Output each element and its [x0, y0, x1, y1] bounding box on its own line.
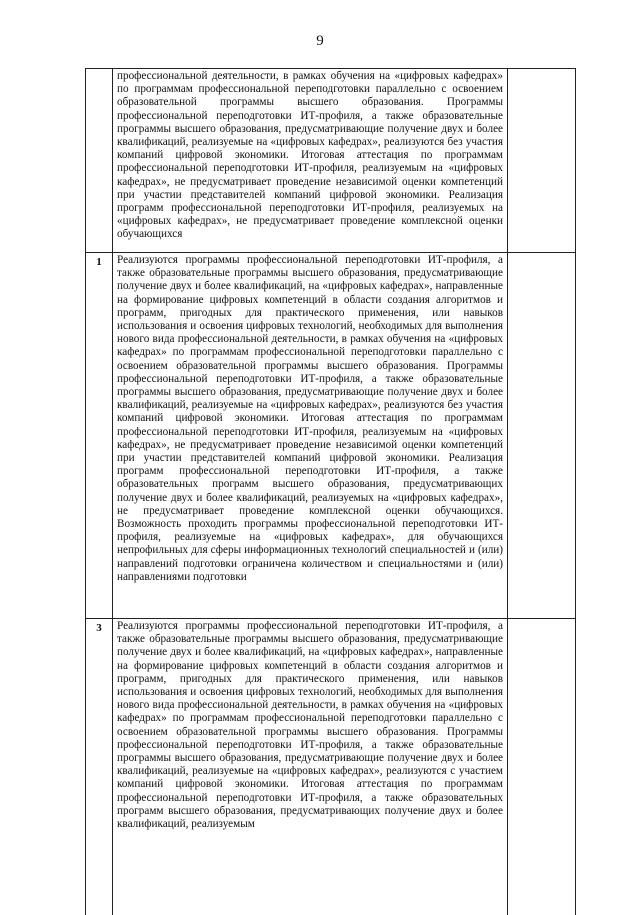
table-row [86, 69, 576, 253]
row-note [508, 69, 576, 253]
row-text: Реализуются программы профессиональной переподготовки ИТ-профиля, а также образовательные программы высшего образования, предусматривающие получение двух и более квалификаций, на «цифровых кафедрах», направленные на формирование цифровых компетенций в области создания алгоритмов и программ, пригодных для практического применения, или навыков использования и освоения цифровых технологий, необходимых для выполнения нового вида профессиональной деятельности, в рамках обучения на «цифровых кафедрах» по программам профессиональной переподготовки параллельно с освоением образовательной программы высшего образования. Программы профессиональной переподготовки ИТ-профиля, а также образовательные программы высшего образования, предусматривающие получение двух и более квалификаций, реализуемые на «цифровых кафедрах», реализуются с участием компаний цифровой экономики. Итоговая аттестация по программам профессиональной переподготовки ИТ-профиля, а также образовательных программ высшего образования, предусматривающих получение двух и более квалификаций, реализуемым [113, 619, 508, 915]
row-text: профессиональной деятельности, в рамках обучения на «цифровых кафедрах» по программам профессиональной переподготовки параллельно с освоением образовательной программы высшего образования. Программы профессиональной переподготовки ИТ-профиля, а также образовательные программы высшего образования, предусматривающие получение двух и более квалификаций, реализуемые на «цифровых кафедрах», реализуются без участия компаний цифровой экономики. Итоговая аттестация по программам профессиональной переподготовки ИТ-профиля, реализуемым на «цифровых кафедрах», не предусматривает проведение независимой оценки компетенций при участии представителей компаний цифровой экономики. Реализация программ профессиональной переподготовки ИТ-профиля, реализуемых на «цифровых кафедрах», не предусматривает проведение комплексной оценки обучающихся [113, 69, 508, 253]
table-row [86, 253, 576, 619]
row-number [86, 69, 113, 253]
row-number: 1 [86, 253, 113, 619]
row-number: 3 [86, 619, 113, 915]
document-table [85, 68, 576, 915]
row-note [508, 253, 576, 619]
page-number: 9 [0, 33, 640, 50]
table-row [86, 619, 576, 915]
row-note [508, 619, 576, 915]
row-text: Реализуются программы профессиональной переподготовки ИТ-профиля, а также образовательные программы высшего образования, предусматривающие получение двух и более квалификаций, на «цифровых кафедрах», направленные на формирование цифровых компетенций в области создания алгоритмов и программ, пригодных для практического применения, или навыков использования и освоения цифровых технологий, необходимых для выполнения нового вида профессиональной деятельности, в рамках обучения на «цифровых кафедрах» по программам профессиональной переподготовки параллельно с освоением образовательной программы высшего образования. Программы профессиональной переподготовки ИТ-профиля, а также образовательные программы высшего образования, предусматривающие получение двух и более квалификаций, реализуемые на «цифровых кафедрах», реализуются без участия компаний цифровой экономики. Итоговая аттестация по программам профессиональной переподготовки ИТ-профиля, реализуемым на «цифровых кафедрах», не предусматривает проведение независимой оценки компетенций при участии представителей компаний цифровой экономики. Реализация программ профессиональной переподготовки ИТ-профиля, а также образовательных программ высшего образования, предусматривающих получение двух и более квалификаций, реализуемых на «цифровых кафедрах», не предусматривает проведение комплексной оценки обучающихся. Возможность проходить программы профессиональной переподготовки ИТ-профиля, реализуемые на «цифровых кафедрах», для обучающихся непрофильных для сферы информационных технологий специальностей и (или) направлений подготовки ограничена количеством и специальностями и (или) направлениями подготовки [113, 253, 508, 619]
